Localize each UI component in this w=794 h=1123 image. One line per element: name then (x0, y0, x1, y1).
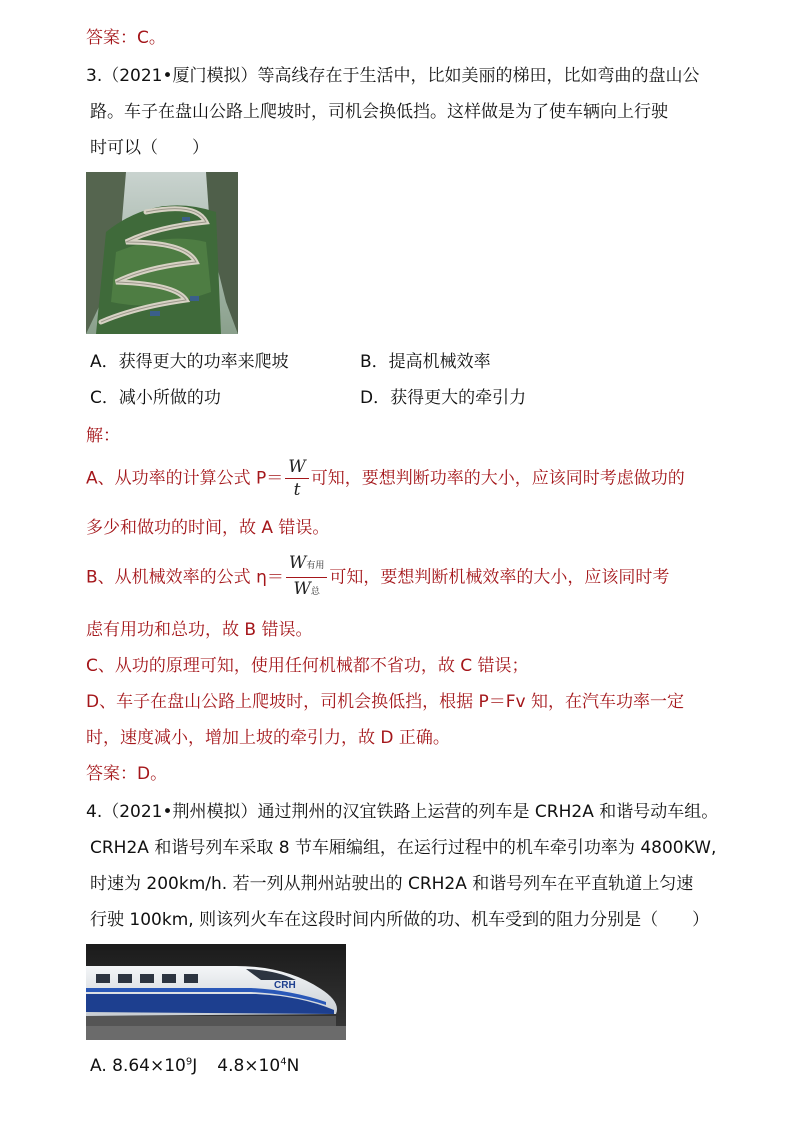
solution-a-post: 可知，要想判断功率的大小，应该同时考虑做功的 (310, 468, 685, 489)
efficiency-formula-fraction (286, 552, 328, 603)
crh2a-train-photo (86, 944, 346, 1040)
q4-stem-line4: 行驶 100km, 则该列火车在这段时间内所做的功、机车受到的阻力分别是（ ） (90, 910, 710, 930)
solution-label: 解： (86, 426, 120, 446)
q4-option-a-work: A. 8.64×10 (90, 1056, 186, 1076)
q4-option-a-force-exponent: 4 (280, 1056, 287, 1068)
solution-c: C、从功的原理可知，使用任何机械都不省功，故 C 错误； (86, 656, 529, 676)
solution-b-post: 可知，要想判断机械效率的大小，应该同时考 (329, 567, 670, 588)
q4-option-a (90, 1054, 299, 1078)
crh-logo: CRH (274, 980, 296, 991)
solution-a-pre: A、从功率的计算公式 P＝ (86, 468, 284, 489)
solution-d-line1: D、车子在盘山公路上爬坡时，司机会换低挡，根据 P＝Fv 知，在汽车功率一定 (86, 692, 684, 712)
solution-d-line2: 时，速度减小，增加上坡的牵引力，故 D 正确。 (86, 728, 450, 748)
q4-stem-line1: 4.（2021•荆州模拟）通过荆州的汉宜铁路上运营的列车是 CRH2A 和谐号动车组。 (86, 802, 719, 822)
fraction-denominator: t (293, 480, 301, 500)
solution-b-line2: 虑有用功和总功，故 B 错误。 (86, 620, 313, 640)
fraction-numerator (286, 552, 328, 578)
fraction-denominator (286, 578, 328, 603)
q3-stem-line3: 时可以（ ） (90, 138, 209, 158)
solution-b-pre: B、从机械效率的公式 η＝ (86, 567, 284, 588)
q3-option-b: B．提高机械效率 (360, 352, 491, 372)
q3-option-c: C．减小所做的功 (90, 388, 221, 408)
denominator-w: W (293, 579, 311, 599)
mountain-road-photo (86, 172, 238, 334)
solution-a-line1 (86, 456, 685, 501)
q2-answer: 答案：C。 (86, 28, 166, 48)
denominator-subscript: 总 (310, 587, 320, 597)
q3-stem-line2: 路。车子在盘山公路上爬坡时，司机会换低挡。这样做是为了使车辆向上行驶 (90, 102, 668, 122)
power-formula-fraction (285, 456, 308, 501)
q4-option-a-work-unit: J (192, 1056, 198, 1076)
q4-option-a-work-exponent: 9 (185, 1056, 193, 1068)
q3-option-d: D．获得更大的牵引力 (360, 388, 527, 408)
numerator-subscript: 有用 (306, 561, 325, 571)
q4-stem-line3: 时速为 200km/h. 若一列从荆州站驶出的 CRH2A 和谐号列车在平直轨道上匀速 (90, 874, 694, 894)
q3-answer: 答案：D。 (86, 764, 168, 784)
solution-b-line1 (86, 552, 669, 603)
q3-option-a: A．获得更大的功率来爬坡 (90, 352, 289, 372)
q4-stem-line2: CRH2A 和谐号列车采取 8 节车厢编组，在运行过程中的机车牵引功率为 4800KW, (90, 838, 717, 858)
numerator-w: W (288, 553, 307, 573)
q4-option-a-force: 4.8×10 (217, 1056, 281, 1076)
solution-a-line2: 多少和做功的时间，故 A 错误。 (86, 518, 330, 538)
q3-stem-line1: 3.（2021•厦门模拟）等高线存在于生活中，比如美丽的梯田，比如弯曲的盘山公 (86, 66, 700, 86)
q4-option-a-force-unit: N (286, 1056, 300, 1076)
fraction-numerator: W (285, 456, 308, 479)
